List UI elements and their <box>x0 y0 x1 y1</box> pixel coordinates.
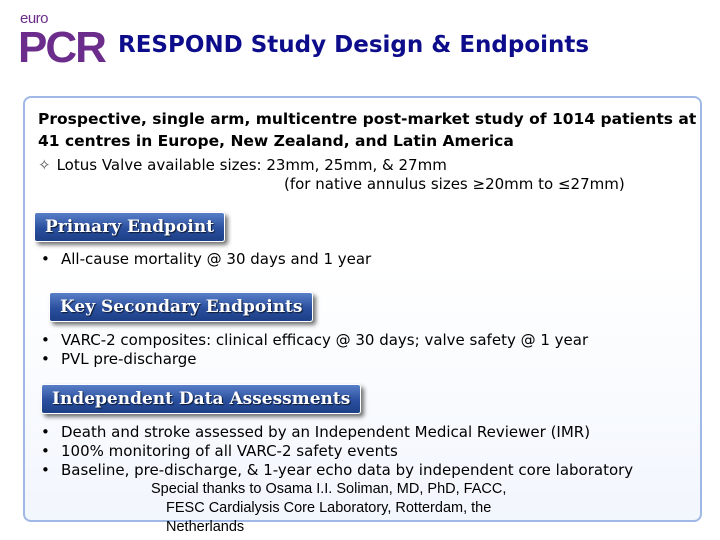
list-item <box>35 423 633 442</box>
acknowledgement <box>151 480 571 537</box>
list-item <box>35 250 371 269</box>
list-item <box>35 442 633 461</box>
list-item-text: Death and stroke assessed by an Independent Medical Reviewer (IMR) <box>61 423 591 441</box>
primary-endpoint-list <box>35 250 371 269</box>
bullet-icon: • <box>41 442 50 460</box>
europcr-logo <box>18 10 104 72</box>
list-item <box>35 461 633 480</box>
list-item-text: All-cause mortality @ 30 days and 1 year <box>61 250 372 268</box>
data-assessments-heading: Independent Data Assessments <box>41 384 361 414</box>
list-item-text: 100% monitoring of all VARC-2 safety events <box>61 442 398 460</box>
bullet-icon: • <box>41 250 50 268</box>
bullet-icon: • <box>41 423 50 441</box>
list-item-text: VARC-2 composites: clinical efficacy @ 30 days; valve safety @ 1 year <box>61 331 589 349</box>
slide-title: RESPOND Study Design & Endpoints <box>118 32 590 58</box>
secondary-endpoints-list <box>35 331 588 369</box>
valve-sizes <box>38 156 678 194</box>
acknowledgement-line-2: FESC Cardialysis Core Laboratory, Rotterdam, the Netherlands <box>166 500 492 535</box>
bullet-icon: • <box>41 331 50 349</box>
logo-pcr-text: PCR <box>18 23 105 72</box>
list-item <box>35 350 588 369</box>
diamond-bullet-icon: ✧ <box>38 156 51 174</box>
bullet-icon: • <box>41 461 50 479</box>
primary-endpoint-heading: Primary Endpoint <box>34 212 225 242</box>
list-item <box>35 331 588 350</box>
secondary-endpoints-heading: Key Secondary Endpoints <box>49 292 313 322</box>
list-item-text: Baseline, pre-discharge, & 1-year echo data by independent core laboratory <box>61 461 634 479</box>
study-description: Prospective, single arm, multicentre post-market study of 1014 patients at 41 centres in Europe, New Zealand, and Latin America <box>38 110 697 150</box>
logo-euro-text: euro <box>20 10 49 27</box>
content-panel <box>23 96 702 535</box>
acknowledgement-line-1: Special thanks to Osama I.I. Soliman, MD, PhD, FACC, <box>151 481 507 497</box>
annulus-sizes-text: (for native annulus sizes ≥20mm to ≤27mm) <box>284 175 625 193</box>
data-assessments-list <box>35 423 633 480</box>
list-item-text: PVL pre-discharge <box>61 350 197 368</box>
bullet-icon: • <box>41 350 50 368</box>
valve-sizes-text: Lotus Valve available sizes: 23mm, 25mm, & 27mm <box>56 156 447 174</box>
